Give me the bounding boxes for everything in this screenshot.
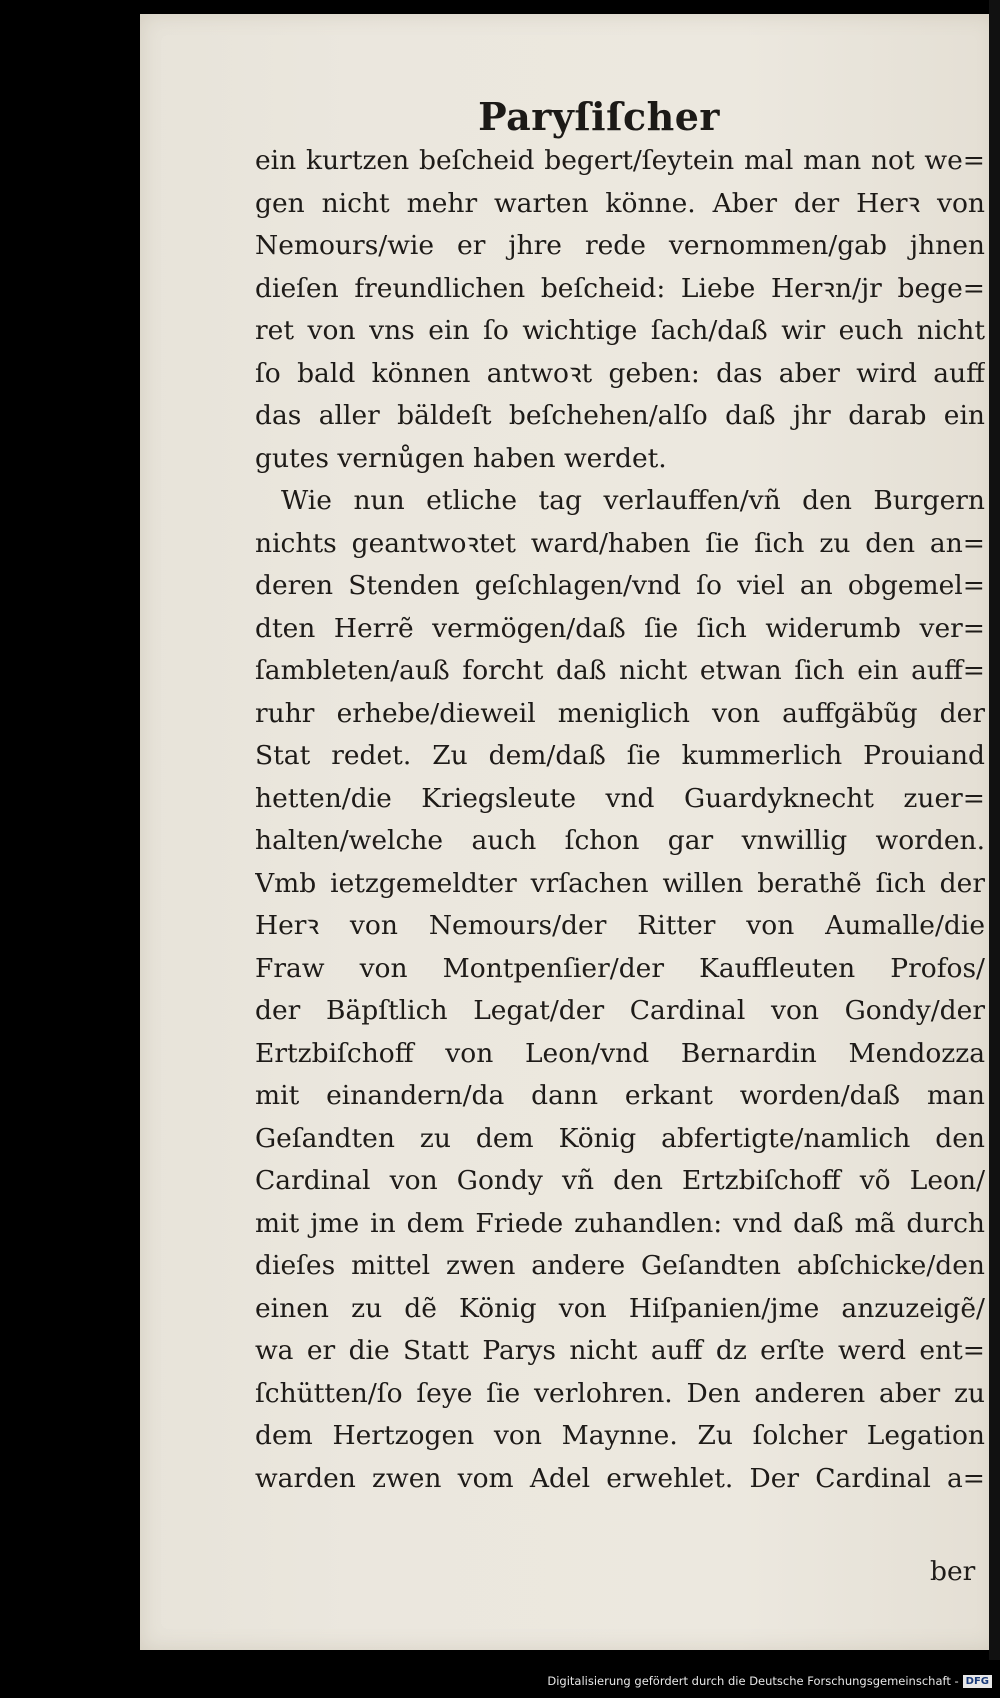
text-line: ſchütten/ſo ſeye ſie verlohren. Den anderen aber zu bbox=[255, 1377, 985, 1409]
text-line: Fraw von Montpenſier/der Kauffleuten Profos/ bbox=[255, 952, 985, 984]
text-line: gutes vernůgen haben werdet. bbox=[255, 442, 667, 474]
page-edge bbox=[989, 0, 1000, 1660]
catchword: ber bbox=[930, 1556, 976, 1587]
text-line: hetten/die Kriegsleute vnd Guardyknecht zuer= bbox=[255, 782, 985, 814]
text-line: Ertzbiſchoff von Leon/vnd Bernardin Mendozza bbox=[255, 1037, 985, 1069]
text-line: Stat redet. Zu dem/daß ſie kummerlich Prouiand bbox=[255, 740, 985, 771]
text-line: das aller bäldeſt beſchehen/alſo daß jhr darab ein bbox=[255, 400, 985, 431]
text-line: ret von vns ein ſo wichtige ſach/daß wir euch nicht bbox=[255, 315, 985, 346]
text-line: deren Stenden geſchlagen/vnd ſo viel an obgemel= bbox=[255, 570, 985, 601]
credit-text: Digitalisierung gefördert durch die Deutsche Forschungsgemeinschaft - bbox=[547, 1674, 959, 1688]
text-line: Cardinal von Gondy vñ den Ertzbiſchoff võ Leon/ bbox=[255, 1165, 985, 1196]
text-line: der Bäpſtlich Legat/der Cardinal von Gondy/der bbox=[255, 995, 985, 1026]
text-line: dieſen freundlichen beſcheid: Liebe Herꝛn/jr bege= bbox=[255, 272, 985, 304]
text-line: mit jme in dem Friede zuhandlen: vnd daß mã durch bbox=[255, 1207, 985, 1239]
running-head: Paryſiſcher bbox=[478, 94, 720, 139]
text-line: mit einandern/da dann erkant worden/daß man bbox=[255, 1080, 985, 1111]
text-line: Geſandten zu dem König abfertigte/namlich den bbox=[255, 1122, 985, 1154]
text-line: warden zwen vom Adel erwehlet. Der Cardinal a= bbox=[255, 1462, 985, 1494]
text-line: dem Hertzogen von Maynne. Zu ſolcher Legation bbox=[255, 1420, 985, 1451]
text-line: dieſes mittel zwen andere Geſandten abſchicke/den bbox=[255, 1250, 985, 1281]
text-line: wa er die Statt Parys nicht auff dz erſte werd ent= bbox=[255, 1335, 985, 1366]
text-line: ruhr erhebe/dieweil meniglich von auffgäbũg der bbox=[255, 697, 985, 729]
text-line: Vmb ietzgemeldter vrſachen willen berathẽ ſich der bbox=[255, 867, 985, 899]
text-line: einen zu dẽ König von Hiſpanien/jme anzuzeigẽ/ bbox=[255, 1292, 985, 1324]
text-line: nichts geantwoꝛtet ward/haben ſie ſich zu den an= bbox=[255, 527, 985, 559]
text-line: gen nicht mehr warten könne. Aber der Herꝛ von bbox=[255, 187, 985, 219]
text-line: ein kurtzen beſcheid begert/ſeytein mal man not we= bbox=[255, 145, 985, 176]
text-line: halten/welche auch ſchon gar vnwillig worden. bbox=[255, 825, 985, 856]
text-line: dten Herrẽ vermögen/daß ſie ſich widerumb ver= bbox=[255, 612, 985, 644]
text-line: ſo bald können antwoꝛt geben: das aber wird auff bbox=[255, 357, 985, 389]
text-line: Wie nun etliche tag verlauffen/vñ den Burgern bbox=[281, 485, 985, 516]
text-line: Herꝛ von Nemours/der Ritter von Aumalle/die bbox=[255, 910, 985, 941]
dfg-logo: DFG bbox=[963, 1675, 992, 1688]
body-text bbox=[255, 140, 985, 1500]
text-line: ſambleten/auß forcht daß nicht etwan ſich ein auff= bbox=[255, 655, 985, 686]
text-line: Nemours/wie er jhre rede vernommen/gab jhnen bbox=[255, 230, 985, 261]
digitization-credit bbox=[547, 1674, 992, 1688]
